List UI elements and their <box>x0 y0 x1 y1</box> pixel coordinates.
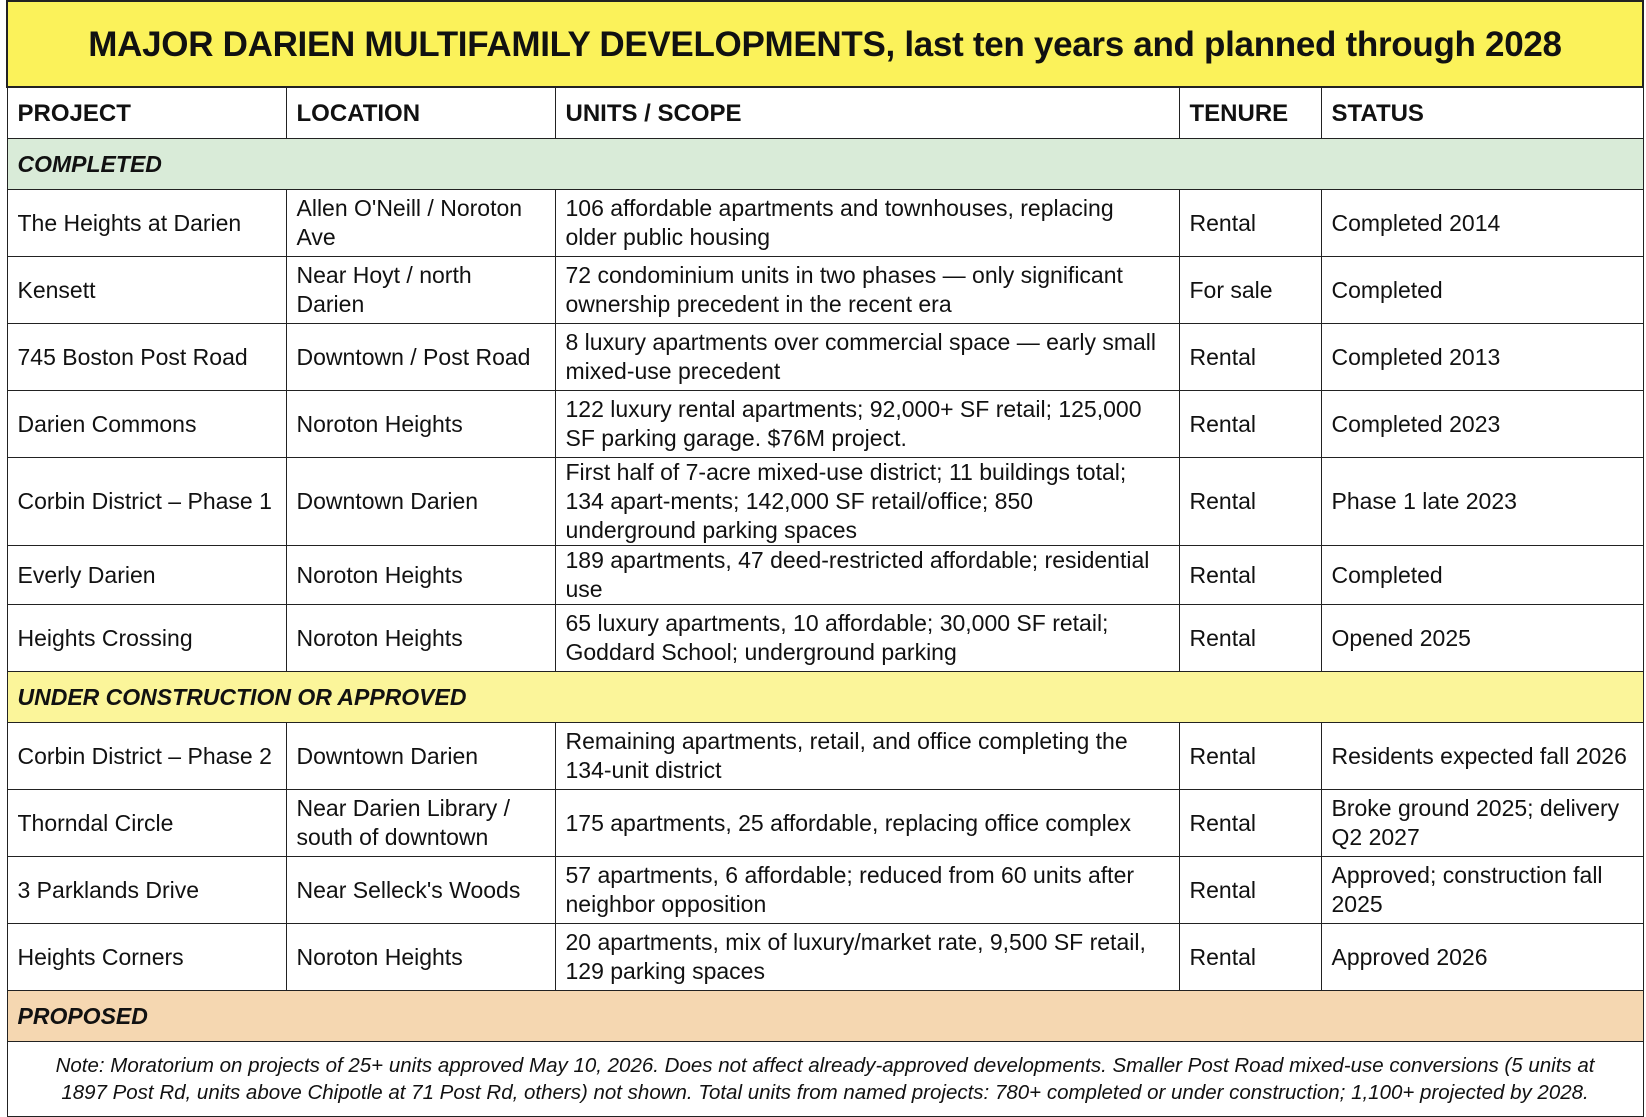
cell-status: Opened 2025 <box>1321 605 1643 672</box>
section-label-proposed: PROPOSED <box>7 991 1643 1042</box>
cell-status: Completed <box>1321 546 1643 605</box>
cell-tenure: Rental <box>1179 605 1321 672</box>
cell-scope: 72 condominium units in two phases — only significant ownership precedent in the recent era <box>555 257 1179 324</box>
column-header-project: PROJECT <box>7 87 286 139</box>
cell-tenure: Rental <box>1179 790 1321 857</box>
cell-project: Thorndal Circle <box>7 790 286 857</box>
section-label-under-construction: UNDER CONSTRUCTION OR APPROVED <box>7 672 1643 723</box>
cell-scope: 122 luxury rental apartments; 92,000+ SF retail; 125,000 SF parking garage. $76M project. <box>555 391 1179 458</box>
cell-status: Approved; construction fall 2025 <box>1321 857 1643 924</box>
column-header-tenure: TENURE <box>1179 87 1321 139</box>
cell-scope: 189 apartments, 47 deed-restricted affordable; residential use <box>555 546 1179 605</box>
footnote: Note: Moratorium on projects of 25+ units approved May 10, 2026. Does not affect already-approved developments. Smaller Post Road mixed-use conversions (5 units at 1897 Post Rd, units above Chipotle at 71 Post Rd, others) not shown. Total units from named projects: 780+ completed or under construction; 1,100+ projected by 2028. <box>7 1042 1643 1117</box>
cell-project: Heights Crossing <box>7 605 286 672</box>
table-row <box>7 857 1643 924</box>
cell-tenure: Rental <box>1179 324 1321 391</box>
section-label-completed: COMPLETED <box>7 139 1643 190</box>
cell-project: 745 Boston Post Road <box>7 324 286 391</box>
column-header-scope: UNITS / SCOPE <box>555 87 1179 139</box>
cell-scope: 57 apartments, 6 affordable; reduced from 60 units after neighbor opposition <box>555 857 1179 924</box>
cell-tenure: Rental <box>1179 857 1321 924</box>
table-row <box>7 546 1643 605</box>
table-row <box>7 324 1643 391</box>
cell-tenure: Rental <box>1179 924 1321 991</box>
title-row <box>7 1 1643 87</box>
cell-project: Darien Commons <box>7 391 286 458</box>
cell-project: Corbin District – Phase 2 <box>7 723 286 790</box>
cell-project: The Heights at Darien <box>7 190 286 257</box>
cell-scope: 175 apartments, 25 affordable, replacing office complex <box>555 790 1179 857</box>
cell-location: Near Darien Library / south of downtown <box>286 790 555 857</box>
cell-tenure: Rental <box>1179 391 1321 458</box>
table-title: MAJOR DARIEN MULTIFAMILY DEVELOPMENTS, last ten years and planned through 2028 <box>7 1 1643 87</box>
cell-location: Allen O'Neill / Noroton Ave <box>286 190 555 257</box>
cell-scope: 20 apartments, mix of luxury/market rate, 9,500 SF retail, 129 parking spaces <box>555 924 1179 991</box>
section-under-construction <box>7 672 1643 723</box>
cell-location: Near Hoyt / north Darien <box>286 257 555 324</box>
cell-tenure: Rental <box>1179 190 1321 257</box>
cell-status: Broke ground 2025; delivery Q2 2027 <box>1321 790 1643 857</box>
cell-tenure: For sale <box>1179 257 1321 324</box>
table-row <box>7 458 1643 546</box>
cell-project: Everly Darien <box>7 546 286 605</box>
table-row <box>7 723 1643 790</box>
cell-status: Completed <box>1321 257 1643 324</box>
developments-table-wrapper <box>6 0 1642 1117</box>
cell-status: Completed 2013 <box>1321 324 1643 391</box>
table-row <box>7 605 1643 672</box>
cell-location: Near Selleck's Woods <box>286 857 555 924</box>
note-row <box>7 1042 1643 1117</box>
cell-location: Noroton Heights <box>286 924 555 991</box>
cell-status: Completed 2023 <box>1321 391 1643 458</box>
cell-location: Noroton Heights <box>286 605 555 672</box>
cell-project: Kensett <box>7 257 286 324</box>
table-row <box>7 924 1643 991</box>
table-row <box>7 190 1643 257</box>
cell-scope: First half of 7-acre mixed-use district; 11 buildings total; 134 apart-ments; 142,000 SF retail/office; 850 underground parking spaces <box>555 458 1179 546</box>
cell-location: Downtown Darien <box>286 723 555 790</box>
cell-status: Completed 2014 <box>1321 190 1643 257</box>
cell-status: Phase 1 late 2023 <box>1321 458 1643 546</box>
column-header-status: STATUS <box>1321 87 1643 139</box>
table-row <box>7 257 1643 324</box>
cell-tenure: Rental <box>1179 458 1321 546</box>
cell-project: Heights Corners <box>7 924 286 991</box>
cell-scope: 65 luxury apartments, 10 affordable; 30,000 SF retail; Goddard School; underground parking <box>555 605 1179 672</box>
cell-project: Corbin District – Phase 1 <box>7 458 286 546</box>
cell-location: Downtown Darien <box>286 458 555 546</box>
cell-tenure: Rental <box>1179 546 1321 605</box>
developments-table <box>6 0 1644 1117</box>
cell-location: Noroton Heights <box>286 546 555 605</box>
cell-project: 3 Parklands Drive <box>7 857 286 924</box>
cell-status: Residents expected fall 2026 <box>1321 723 1643 790</box>
section-completed <box>7 139 1643 190</box>
cell-scope: Remaining apartments, retail, and office completing the 134-unit district <box>555 723 1179 790</box>
cell-scope: 106 affordable apartments and townhouses, replacing older public housing <box>555 190 1179 257</box>
cell-status: Approved 2026 <box>1321 924 1643 991</box>
cell-tenure: Rental <box>1179 723 1321 790</box>
section-proposed <box>7 991 1643 1042</box>
table-row <box>7 391 1643 458</box>
header-row <box>7 87 1643 139</box>
cell-scope: 8 luxury apartments over commercial space — early small mixed-use precedent <box>555 324 1179 391</box>
cell-location: Downtown / Post Road <box>286 324 555 391</box>
column-header-location: LOCATION <box>286 87 555 139</box>
cell-location: Noroton Heights <box>286 391 555 458</box>
table-row <box>7 790 1643 857</box>
